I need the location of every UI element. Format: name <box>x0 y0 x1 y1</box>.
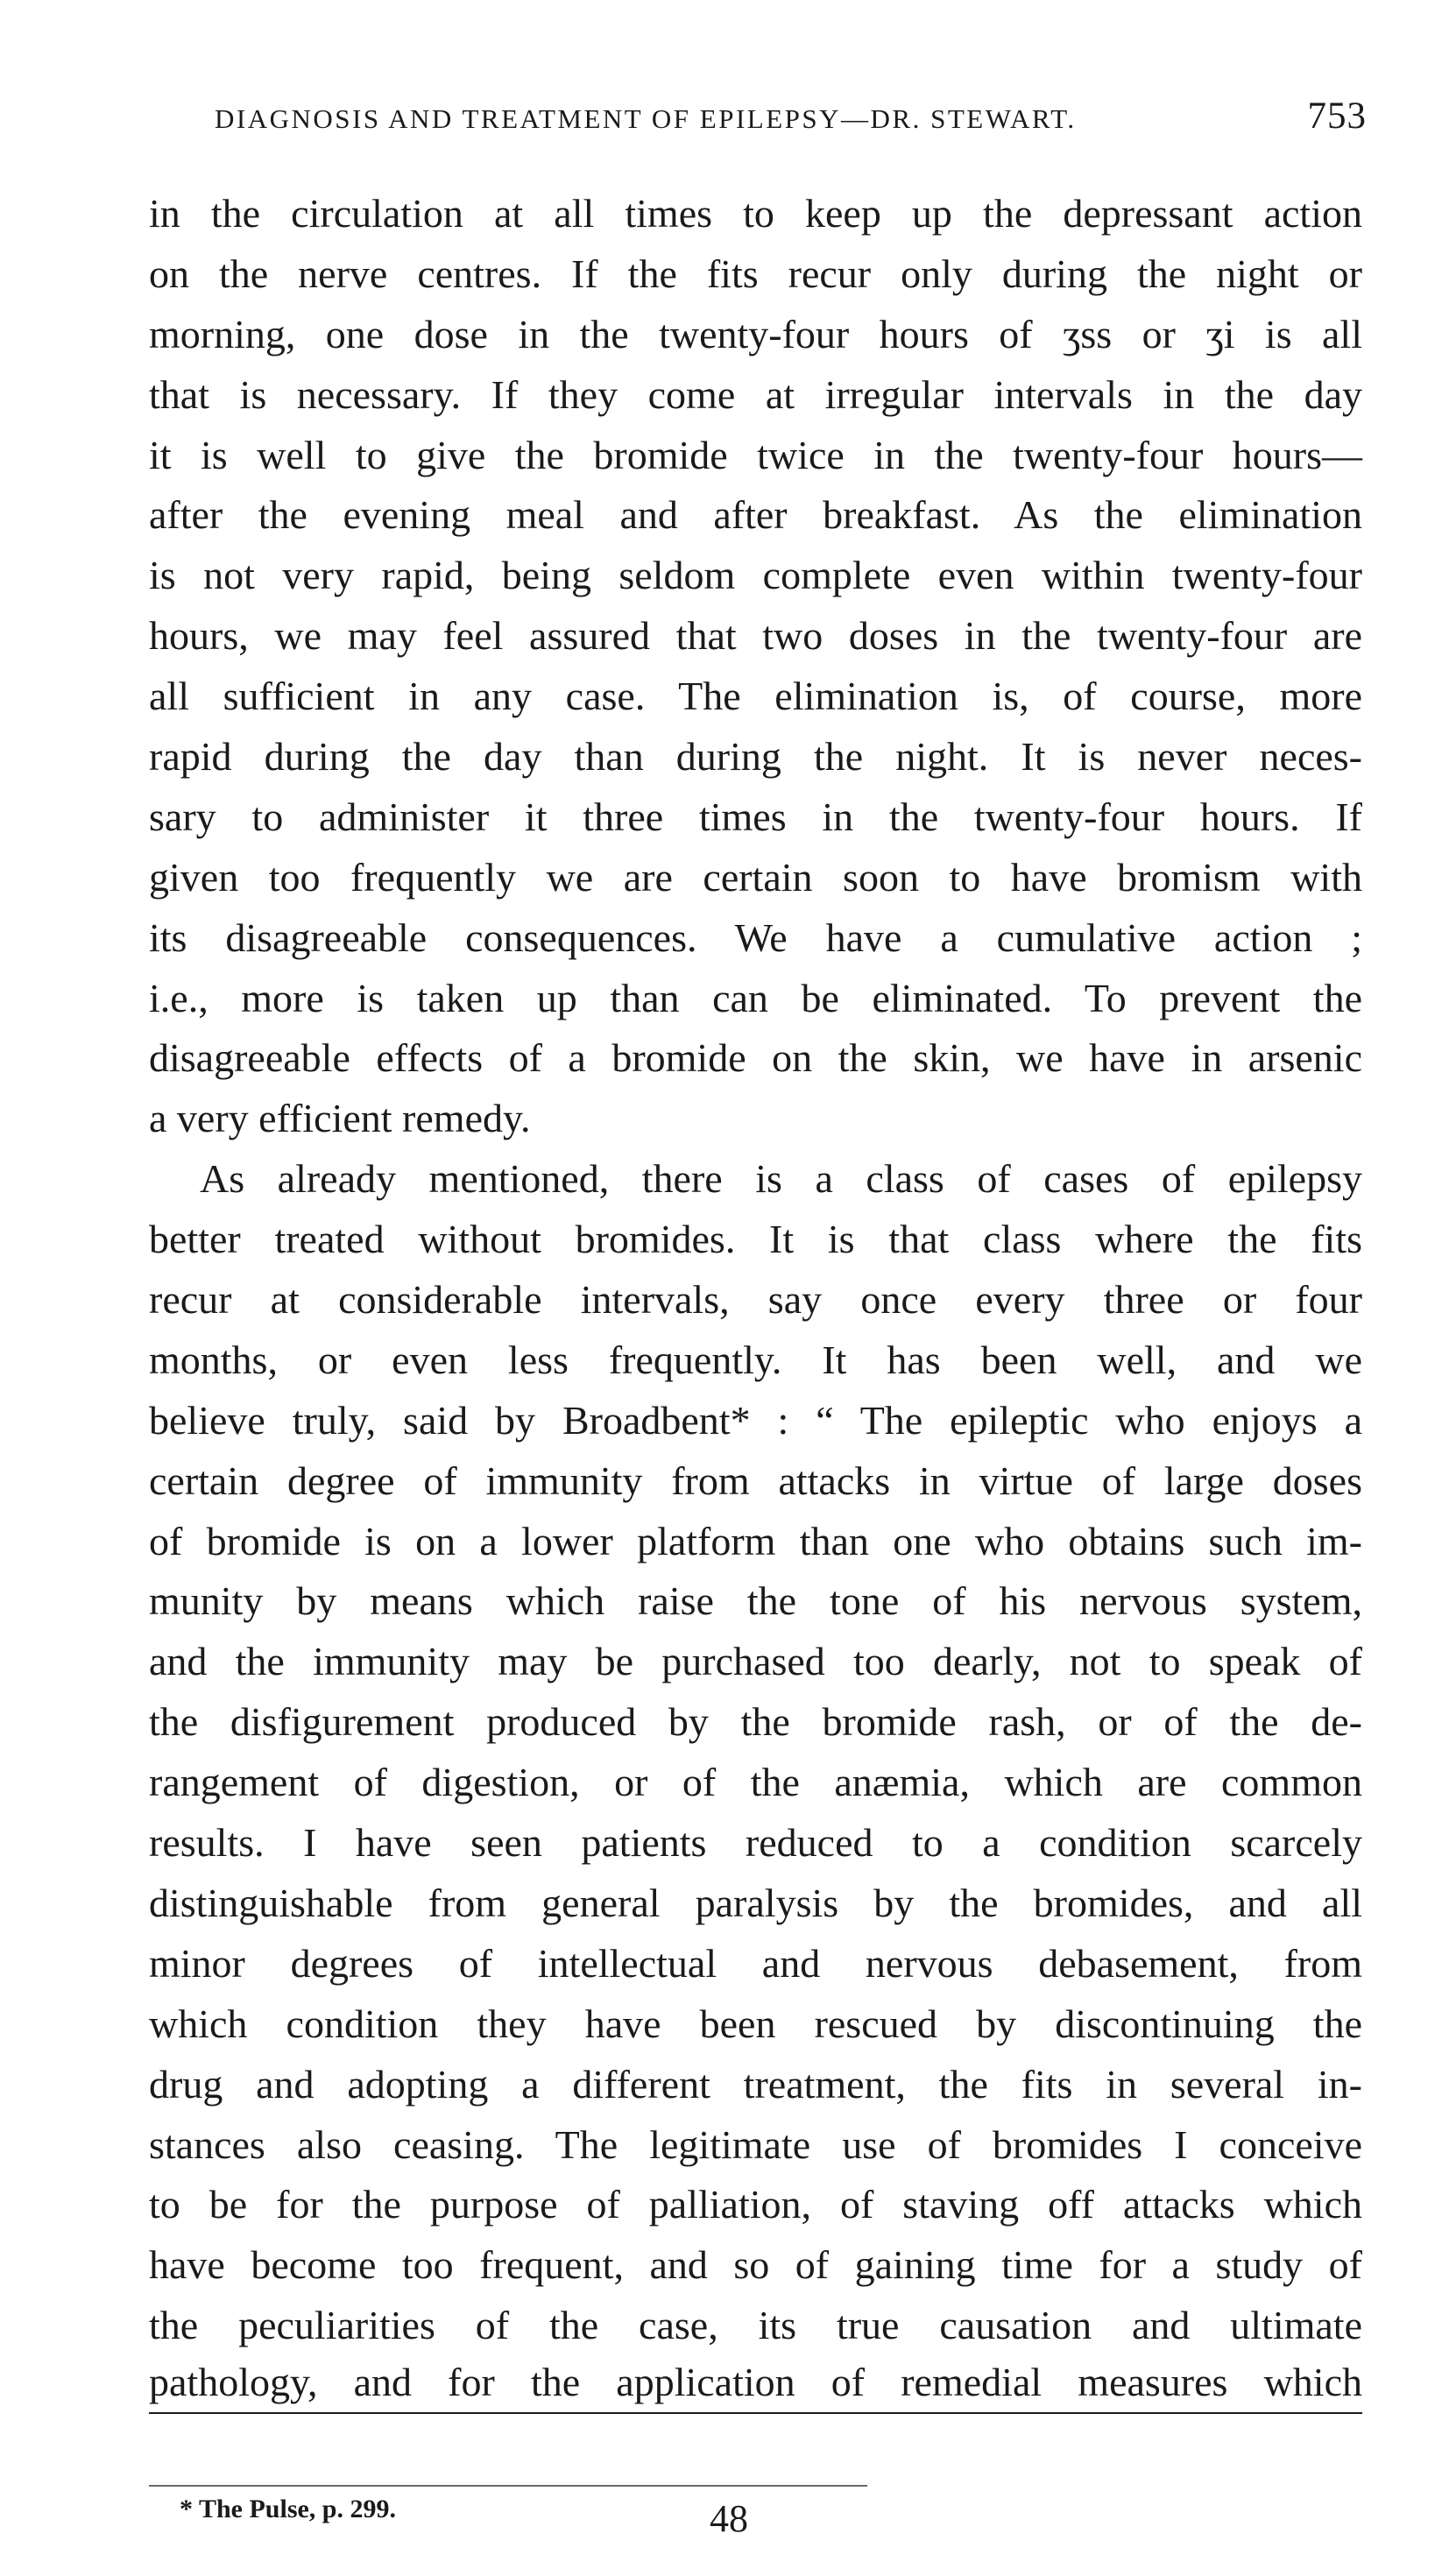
sheet-signature: 48 <box>710 2497 748 2540</box>
text-line: the peculiarities of the case, its true causation and ultimate <box>149 2303 1362 2348</box>
text-line: rapid during the day than during the night. It is never neces- <box>149 734 1362 780</box>
text-line: all sufficient in any case. The elimination is, of course, more <box>149 674 1362 719</box>
text-line: munity by means which raise the tone of his nervous system, <box>149 1578 1362 1624</box>
text-line: on the nerve centres. If the fits recur only during the night or <box>149 251 1362 296</box>
text-line: minor degrees of intellectual and nervous debasement, from <box>149 1940 1362 1986</box>
footnote-rule <box>149 2485 867 2487</box>
text-line: after the evening meal and after breakfast. As the elimination <box>149 492 1362 538</box>
text-line: believe truly, said by Broadbent* : “ The epileptic who enjoys a <box>149 1397 1362 1443</box>
text-line: have become too frequent, and so of gaining time for a study of <box>149 2242 1362 2288</box>
text-line: certain degree of immunity from attacks in virtue of large doses <box>149 1457 1362 1503</box>
text-line: morning, one dose in the twenty-four hours of ʒss or ʒi is all <box>149 311 1362 356</box>
text-line: i.e., more is taken up than can be eliminated. To prevent the <box>149 975 1362 1020</box>
text-line: stances also ceasing. The legitimate use of bromides I conceive <box>149 2121 1362 2167</box>
text-line: drug and adopting a different treatment, the fits in several in- <box>149 2061 1362 2107</box>
text-line: is not very rapid, being seldom complete even within twenty-four <box>149 553 1362 598</box>
text-line: As already mentioned, there is a class of cases of epilepsy <box>200 1156 1362 1202</box>
running-head <box>188 95 1367 147</box>
text-line: of bromide is on a lower platform than one who obtains such im- <box>149 1518 1362 1563</box>
text-line: pathology, and for the application of remedial measures which <box>149 2356 1362 2414</box>
text-line: distinguishable from general paralysis by the bromides, and all <box>149 1880 1362 1925</box>
text-line: the disfigurement produced by the bromide rash, or of the de- <box>149 1699 1362 1745</box>
text-line: disagreeable effects of a bromide on the skin, we have in arsenic <box>149 1035 1362 1081</box>
page-number: 753 <box>1307 95 1367 137</box>
text-line: better treated without bromides. It is that class where the fits <box>149 1217 1362 1262</box>
text-line: to be for the purpose of palliation, of staving off attacks which <box>149 2182 1362 2227</box>
text-line: a very efficient remedy. <box>149 1096 531 1141</box>
text-line: its disagreeable consequences. We have a cumulative action ; <box>149 914 1362 960</box>
text-line: hours, we may feel assured that two doses in the twenty-four are <box>149 613 1362 659</box>
body-text <box>149 184 1362 2414</box>
text-line: which condition they have been rescued by discontinuing the <box>149 2001 1362 2046</box>
text-line: it is well to give the bromide twice in the twenty-four hours— <box>149 432 1362 477</box>
footnote: * The Pulse, p. 299. <box>180 2495 396 2523</box>
paragraph-1 <box>149 184 1362 1149</box>
paragraph-2 <box>149 1149 1362 2414</box>
text-line: results. I have seen patients reduced to a condition scarcely <box>149 1820 1362 1866</box>
text-line: that is necessary. If they come at irregular intervals in the day <box>149 371 1362 417</box>
text-line: in the circulation at all times to keep up the depressant action <box>149 191 1362 236</box>
text-line: months, or even less frequently. It has been well, and we <box>149 1337 1362 1382</box>
text-line: sary to administer it three times in the twenty-four hours. If <box>149 794 1362 839</box>
text-line: recur at considerable intervals, say once every three or four <box>149 1277 1362 1323</box>
text-line: given too frequently we are certain soon to have bromism with <box>149 854 1362 900</box>
running-title: DIAGNOSIS AND TREATMENT OF EPILEPSY—DR. STEWART. <box>215 103 1077 134</box>
text-line: and the immunity may be purchased too dearly, not to speak of <box>149 1639 1362 1684</box>
text-line: rangement of digestion, or of the anæmia, which are common <box>149 1760 1362 1805</box>
